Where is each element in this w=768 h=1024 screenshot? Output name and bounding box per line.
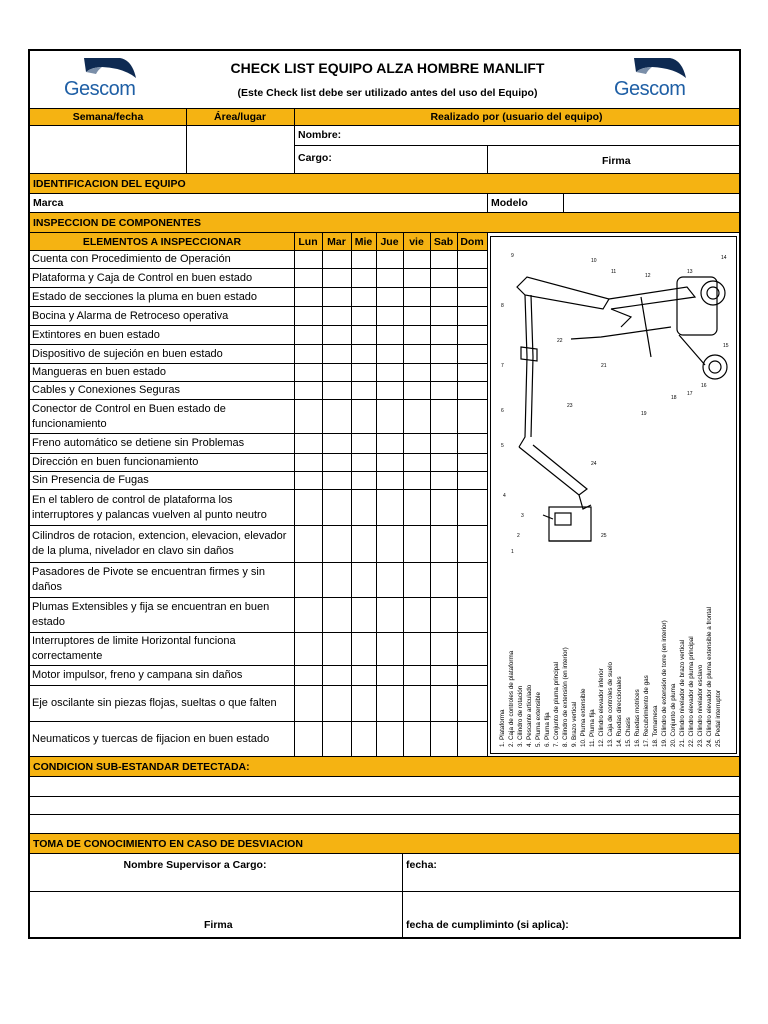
- day-header-cell: [351, 233, 376, 250]
- condicion-title: CONDICION SUB-ESTANDAR DETECTADA:: [33, 761, 250, 773]
- inspection-item-label: Estado de secciones la pluma en buen estado: [32, 290, 258, 303]
- inspection-item: [32, 288, 294, 306]
- check-cell[interactable]: [431, 269, 457, 287]
- day-label: Sab: [433, 236, 454, 248]
- check-cell[interactable]: [352, 598, 376, 632]
- svg-text:4: 4: [503, 493, 506, 499]
- check-cell[interactable]: [323, 686, 351, 721]
- col-semana-fecha: Semana/fecha: [72, 111, 144, 123]
- inspection-item: [32, 686, 294, 721]
- check-cell[interactable]: [323, 400, 351, 433]
- check-cell[interactable]: [404, 686, 430, 721]
- fecha-label: fecha:: [406, 859, 437, 871]
- check-cell[interactable]: [431, 472, 457, 489]
- check-cell[interactable]: [458, 364, 487, 381]
- inspection-item-label: Interruptores de limite Horizontal funciona correctamente: [32, 635, 236, 662]
- legend-entry: 20. Conjunto de pluma: [670, 683, 677, 747]
- supervisor-label: Nombre Supervisor a Cargo:: [123, 859, 267, 871]
- svg-text:22: 22: [557, 338, 563, 344]
- inspection-item: [32, 722, 294, 756]
- check-cell[interactable]: [404, 722, 430, 756]
- inspection-item: [32, 454, 294, 471]
- inspection-item: [32, 400, 294, 433]
- check-cell[interactable]: [295, 598, 322, 632]
- check-cell[interactable]: [431, 686, 457, 721]
- svg-text:2: 2: [517, 533, 520, 539]
- svg-text:25: 25: [601, 533, 607, 539]
- check-cell[interactable]: [352, 434, 376, 453]
- inspection-item: [32, 364, 294, 381]
- check-cell[interactable]: [323, 598, 351, 632]
- day-header-cell: [322, 233, 351, 250]
- day-header-cell: [457, 233, 487, 250]
- svg-text:11: 11: [611, 269, 617, 275]
- check-cell[interactable]: [458, 598, 487, 632]
- inspection-item: [32, 307, 294, 325]
- diagram-legend: [496, 587, 726, 747]
- check-cell[interactable]: [377, 434, 403, 453]
- day-label: vie: [409, 236, 424, 248]
- inspection-item: [32, 269, 294, 287]
- check-cell[interactable]: [377, 454, 403, 471]
- legend-entry: 8. Cilindro de extensión (en interior): [562, 647, 569, 747]
- check-cell[interactable]: [431, 526, 457, 562]
- inspection-item-label: Freno automático se detiene sin Problemas: [32, 437, 245, 449]
- check-cell[interactable]: [323, 269, 351, 287]
- day-label: Dom: [460, 236, 484, 248]
- col-area-lugar: Área/lugar: [214, 111, 266, 123]
- check-cell[interactable]: [377, 307, 403, 325]
- check-cell[interactable]: [404, 326, 430, 344]
- svg-text:18: 18: [671, 395, 677, 401]
- check-cell[interactable]: [295, 382, 322, 399]
- svg-text:14: 14: [721, 255, 727, 261]
- check-cell[interactable]: [377, 490, 403, 525]
- fecha-cumplimiento-label: fecha de cumpliminto (si aplica):: [406, 919, 569, 931]
- svg-text:9: 9: [511, 253, 514, 259]
- check-cell[interactable]: [323, 526, 351, 562]
- check-cell[interactable]: [458, 722, 487, 756]
- check-cell[interactable]: [404, 598, 430, 632]
- svg-text:24: 24: [591, 461, 597, 467]
- check-cell[interactable]: [323, 382, 351, 399]
- check-cell[interactable]: [377, 251, 403, 268]
- legend-entry: 4. Pescante articulado: [526, 684, 533, 747]
- check-cell[interactable]: [458, 382, 487, 399]
- legend-entry: 14. Ruedas direccionales: [616, 676, 623, 747]
- check-cell[interactable]: [431, 345, 457, 363]
- firma-label: Firma: [602, 155, 631, 167]
- check-cell[interactable]: [377, 686, 403, 721]
- inspection-item: [32, 526, 294, 562]
- check-cell[interactable]: [431, 666, 457, 685]
- check-cell[interactable]: [323, 633, 351, 665]
- check-cell[interactable]: [352, 563, 376, 597]
- check-cell[interactable]: [458, 288, 487, 306]
- check-cell[interactable]: [431, 563, 457, 597]
- check-cell[interactable]: [431, 598, 457, 632]
- check-cell[interactable]: [323, 434, 351, 453]
- manlift-diagram: [490, 236, 737, 754]
- legend-entry: 7. Conjunto de pluma principal: [553, 661, 560, 747]
- check-cell[interactable]: [458, 269, 487, 287]
- svg-text:1: 1: [511, 549, 514, 555]
- check-cell[interactable]: [323, 722, 351, 756]
- check-cell[interactable]: [352, 633, 376, 665]
- legend-entry: 16. Ruedas motrices: [634, 689, 641, 747]
- check-cell[interactable]: [458, 454, 487, 471]
- check-cell[interactable]: [431, 454, 457, 471]
- check-cell[interactable]: [352, 364, 376, 381]
- check-cell[interactable]: [352, 326, 376, 344]
- inspection-item-label: En el tablero de control de plataforma los interruptores y palancas vuelven al punto neutro: [32, 493, 267, 521]
- check-cell[interactable]: [352, 288, 376, 306]
- check-cell[interactable]: [352, 400, 376, 433]
- legend-entry: 10. Pluma extensible: [580, 688, 587, 747]
- legend-entry: 21. Cilindro nivelador de brazo vertical: [679, 639, 686, 747]
- inspection-item: [32, 563, 294, 597]
- inspection-item-label: Dirección en buen funcionamiento: [32, 456, 199, 468]
- inspection-item-label: Mangueras en buen estado: [32, 366, 166, 378]
- inspection-item-label: Pasadores de Pivote se encuentran firmes y sin daños: [32, 566, 265, 593]
- check-cell[interactable]: [295, 472, 322, 489]
- check-cell[interactable]: [377, 326, 403, 344]
- check-cell[interactable]: [431, 251, 457, 268]
- check-cell[interactable]: [295, 400, 322, 433]
- check-cell[interactable]: [458, 526, 487, 562]
- day-header-cell: [376, 233, 403, 250]
- gescom-logo-left: [62, 54, 148, 104]
- check-cell[interactable]: [295, 288, 322, 306]
- check-cell[interactable]: [352, 454, 376, 471]
- check-cell[interactable]: [352, 345, 376, 363]
- identificacion-title: IDENTIFICACION DEL EQUIPO: [33, 178, 186, 190]
- nombre-label: Nombre:: [298, 129, 342, 141]
- check-cell[interactable]: [404, 364, 430, 381]
- svg-text:6: 6: [501, 408, 504, 414]
- check-cell[interactable]: [458, 472, 487, 489]
- inspection-item: [32, 666, 294, 685]
- check-cell[interactable]: [377, 288, 403, 306]
- check-cell[interactable]: [295, 633, 322, 665]
- modelo-label: Modelo: [491, 197, 528, 209]
- svg-text:12: 12: [645, 273, 651, 279]
- check-cell[interactable]: [377, 382, 403, 399]
- check-cell[interactable]: [323, 472, 351, 489]
- inspection-item-label: Cilindros de rotacion, extencion, elevacion, elevador de la pluma, nivelador en clavo sin daños: [32, 530, 287, 557]
- day-header-cell: [430, 233, 457, 250]
- legend-entry: 6. Pluma fija: [544, 712, 551, 747]
- check-cell[interactable]: [431, 722, 457, 756]
- check-cell[interactable]: [458, 686, 487, 721]
- inspection-item: [32, 251, 294, 268]
- inspection-item: [32, 633, 294, 665]
- check-cell[interactable]: [323, 307, 351, 325]
- check-cell[interactable]: [404, 288, 430, 306]
- legend-entry: 2. Caja de controles de plataforma: [508, 650, 515, 747]
- inspection-item-label: Extintores en buen estado: [32, 328, 160, 341]
- check-cell[interactable]: [377, 345, 403, 363]
- check-cell[interactable]: [352, 307, 376, 325]
- marca-label: Marca: [33, 197, 64, 209]
- check-cell[interactable]: [295, 434, 322, 453]
- legend-entry: 3. Cilindro de rotación: [517, 685, 524, 747]
- check-cell[interactable]: [295, 326, 322, 344]
- check-cell[interactable]: [352, 251, 376, 268]
- check-cell[interactable]: [431, 382, 457, 399]
- inspection-item: [32, 472, 294, 489]
- check-cell[interactable]: [377, 269, 403, 287]
- svg-text:21: 21: [601, 363, 607, 369]
- col-realizado-por: Realizado por (usuario del equipo): [430, 111, 603, 123]
- day-label: Mie: [354, 236, 373, 248]
- check-cell[interactable]: [352, 490, 376, 525]
- check-cell[interactable]: [404, 307, 430, 325]
- checklist-form: [28, 49, 741, 939]
- check-cell[interactable]: [352, 382, 376, 399]
- check-cell[interactable]: [352, 269, 376, 287]
- check-cell[interactable]: [404, 633, 430, 665]
- check-cell[interactable]: [431, 307, 457, 325]
- check-cell[interactable]: [295, 345, 322, 363]
- check-cell[interactable]: [431, 434, 457, 453]
- check-cell[interactable]: [295, 269, 322, 287]
- toma-firma-label: Firma: [204, 919, 233, 931]
- check-cell[interactable]: [295, 666, 322, 685]
- inspection-item-label: Motor impulsor, freno y campana sin daños: [32, 669, 243, 681]
- inspection-item: [32, 382, 294, 399]
- check-cell[interactable]: [458, 434, 487, 453]
- inspection-item-label: Sin Presencia de Fugas: [32, 474, 149, 486]
- inspection-item-label: Plumas Extensibles y fija se encuentran en buen estado: [32, 601, 270, 628]
- check-cell[interactable]: [431, 326, 457, 344]
- svg-text:15: 15: [723, 343, 729, 349]
- check-cell[interactable]: [458, 345, 487, 363]
- legend-entry: 12. Cilindro elevador inferior: [598, 668, 605, 747]
- day-label: Jue: [380, 236, 399, 248]
- legend-entry: 23. Cilindro nivelador esclavo: [697, 664, 704, 747]
- legend-entry: 18. Tornamesa: [652, 705, 659, 747]
- check-cell[interactable]: [323, 666, 351, 685]
- check-cell[interactable]: [458, 666, 487, 685]
- check-cell[interactable]: [458, 326, 487, 344]
- check-cell[interactable]: [295, 251, 322, 268]
- svg-text:23: 23: [567, 403, 573, 409]
- check-cell[interactable]: [377, 633, 403, 665]
- inspection-item-label: Conector de Control en Buen estado de funcionamiento: [32, 402, 226, 430]
- inspection-item: [32, 598, 294, 632]
- day-label: Mar: [327, 236, 346, 248]
- check-cell[interactable]: [404, 400, 430, 433]
- check-cell[interactable]: [352, 526, 376, 562]
- check-cell[interactable]: [431, 288, 457, 306]
- logo-text: Gescom: [64, 78, 136, 100]
- page-subtitle: (Este Check list debe ser utilizado antes del uso del Equipo): [237, 87, 538, 99]
- svg-text:3: 3: [521, 513, 524, 519]
- inspection-item-label: Bocina y Alarma de Retroceso operativa: [32, 309, 229, 322]
- inspection-item-label: Plataforma y Caja de Control en buen estado: [32, 271, 253, 284]
- check-cell[interactable]: [323, 288, 351, 306]
- legend-entry: 15. Chasis: [625, 717, 632, 747]
- check-cell[interactable]: [377, 472, 403, 489]
- toma-title: TOMA DE CONOCIMIENTO EN CASO DE DESVIACION: [33, 838, 303, 850]
- check-cell[interactable]: [352, 722, 376, 756]
- check-cell[interactable]: [377, 526, 403, 562]
- check-cell[interactable]: [352, 666, 376, 685]
- check-cell[interactable]: [404, 563, 430, 597]
- legend-entry: 22. Cilindro elevador de pluma principal: [688, 636, 695, 747]
- check-cell[interactable]: [295, 563, 322, 597]
- legend-entry: 24. Cilindro elevador de pluma extensible a frontal: [706, 606, 713, 747]
- day-header-cell: [294, 233, 322, 250]
- check-cell[interactable]: [377, 666, 403, 685]
- svg-text:16: 16: [701, 383, 707, 389]
- check-cell[interactable]: [404, 472, 430, 489]
- check-cell[interactable]: [404, 345, 430, 363]
- check-cell[interactable]: [431, 400, 457, 433]
- check-cell[interactable]: [352, 472, 376, 489]
- inspection-item-label: Eje oscilante sin piezas flojas, sueltas o que falten: [32, 697, 277, 709]
- inspection-item: [32, 345, 294, 363]
- svg-text:5: 5: [501, 443, 504, 449]
- svg-text:7: 7: [501, 363, 504, 369]
- svg-text:17: 17: [687, 391, 693, 397]
- inspection-item-label: Cuenta con Procedimiento de Operación: [32, 253, 231, 265]
- page-title: CHECK LIST EQUIPO ALZA HOMBRE MANLIFT: [230, 60, 545, 76]
- legend-entry: 5. Pluma extensible: [535, 692, 542, 747]
- svg-text:8: 8: [501, 303, 504, 309]
- check-cell[interactable]: [295, 722, 322, 756]
- svg-text:13: 13: [687, 269, 693, 275]
- check-cell[interactable]: [295, 526, 322, 562]
- check-cell[interactable]: [295, 490, 322, 525]
- check-cell[interactable]: [404, 269, 430, 287]
- day-label: Lun: [298, 236, 318, 248]
- check-cell[interactable]: [404, 454, 430, 471]
- check-cell[interactable]: [295, 364, 322, 381]
- check-cell[interactable]: [377, 598, 403, 632]
- check-cell[interactable]: [323, 454, 351, 471]
- gescom-logo-right: [612, 54, 698, 104]
- check-cell[interactable]: [295, 307, 322, 325]
- check-cell[interactable]: [323, 490, 351, 525]
- svg-text:19: 19: [641, 411, 647, 417]
- legend-entry: 1. Plataforma: [499, 709, 506, 747]
- check-cell[interactable]: [404, 666, 430, 685]
- inspection-item-label: Dispositivo de sujeción en buen estado: [32, 347, 223, 360]
- inspection-item: [32, 434, 294, 453]
- check-cell[interactable]: [295, 686, 322, 721]
- logo-text: Gescom: [614, 78, 686, 100]
- inspection-item: [32, 326, 294, 344]
- check-cell[interactable]: [323, 563, 351, 597]
- check-cell[interactable]: [323, 326, 351, 344]
- check-cell[interactable]: [377, 400, 403, 433]
- elements-header: ELEMENTOS A INSPECCIONAR: [82, 236, 242, 248]
- check-cell[interactable]: [404, 490, 430, 525]
- day-header-cell: [403, 233, 430, 250]
- inspeccion-title: INSPECCION DE COMPONENTES: [33, 217, 202, 229]
- check-cell[interactable]: [323, 345, 351, 363]
- check-cell[interactable]: [377, 563, 403, 597]
- inspection-item: [32, 490, 294, 525]
- check-cell[interactable]: [458, 563, 487, 597]
- legend-svg: [496, 587, 736, 752]
- manlift-drawing-icon: [491, 237, 738, 567]
- check-cell[interactable]: [458, 633, 487, 665]
- check-cell[interactable]: [323, 251, 351, 268]
- legend-entry: 13. Caja de controles de suelo: [607, 661, 614, 747]
- inspection-item-label: Cables y Conexiones Seguras: [32, 384, 180, 396]
- check-cell[interactable]: [404, 526, 430, 562]
- check-cell[interactable]: [323, 364, 351, 381]
- legend-entry: 17. Recubrimiento de gas: [643, 675, 650, 747]
- check-cell[interactable]: [431, 633, 457, 665]
- check-cell[interactable]: [458, 490, 487, 525]
- check-cell[interactable]: [458, 307, 487, 325]
- check-cell[interactable]: [431, 364, 457, 381]
- check-cell[interactable]: [352, 686, 376, 721]
- legend-entry: 19. Cilindro de extensión de torre (en interior): [661, 620, 668, 747]
- check-cell[interactable]: [404, 434, 430, 453]
- legend-entry: 25. Pedal interruptor: [715, 689, 722, 747]
- legend-entry: 9. Brazo vertical: [571, 701, 578, 747]
- check-cell[interactable]: [377, 364, 403, 381]
- cargo-label: Cargo:: [298, 152, 332, 164]
- check-cell[interactable]: [404, 251, 430, 268]
- check-cell[interactable]: [431, 490, 457, 525]
- check-cell[interactable]: [404, 382, 430, 399]
- svg-text:10: 10: [591, 258, 597, 264]
- inspection-item-label: Neumaticos y tuercas de fijacion en buen estado: [32, 732, 270, 745]
- legend-entry: 11. Pluma fija: [589, 709, 596, 747]
- check-cell[interactable]: [295, 454, 322, 471]
- check-cell[interactable]: [458, 251, 487, 268]
- check-cell[interactable]: [458, 400, 487, 433]
- check-cell[interactable]: [377, 722, 403, 756]
